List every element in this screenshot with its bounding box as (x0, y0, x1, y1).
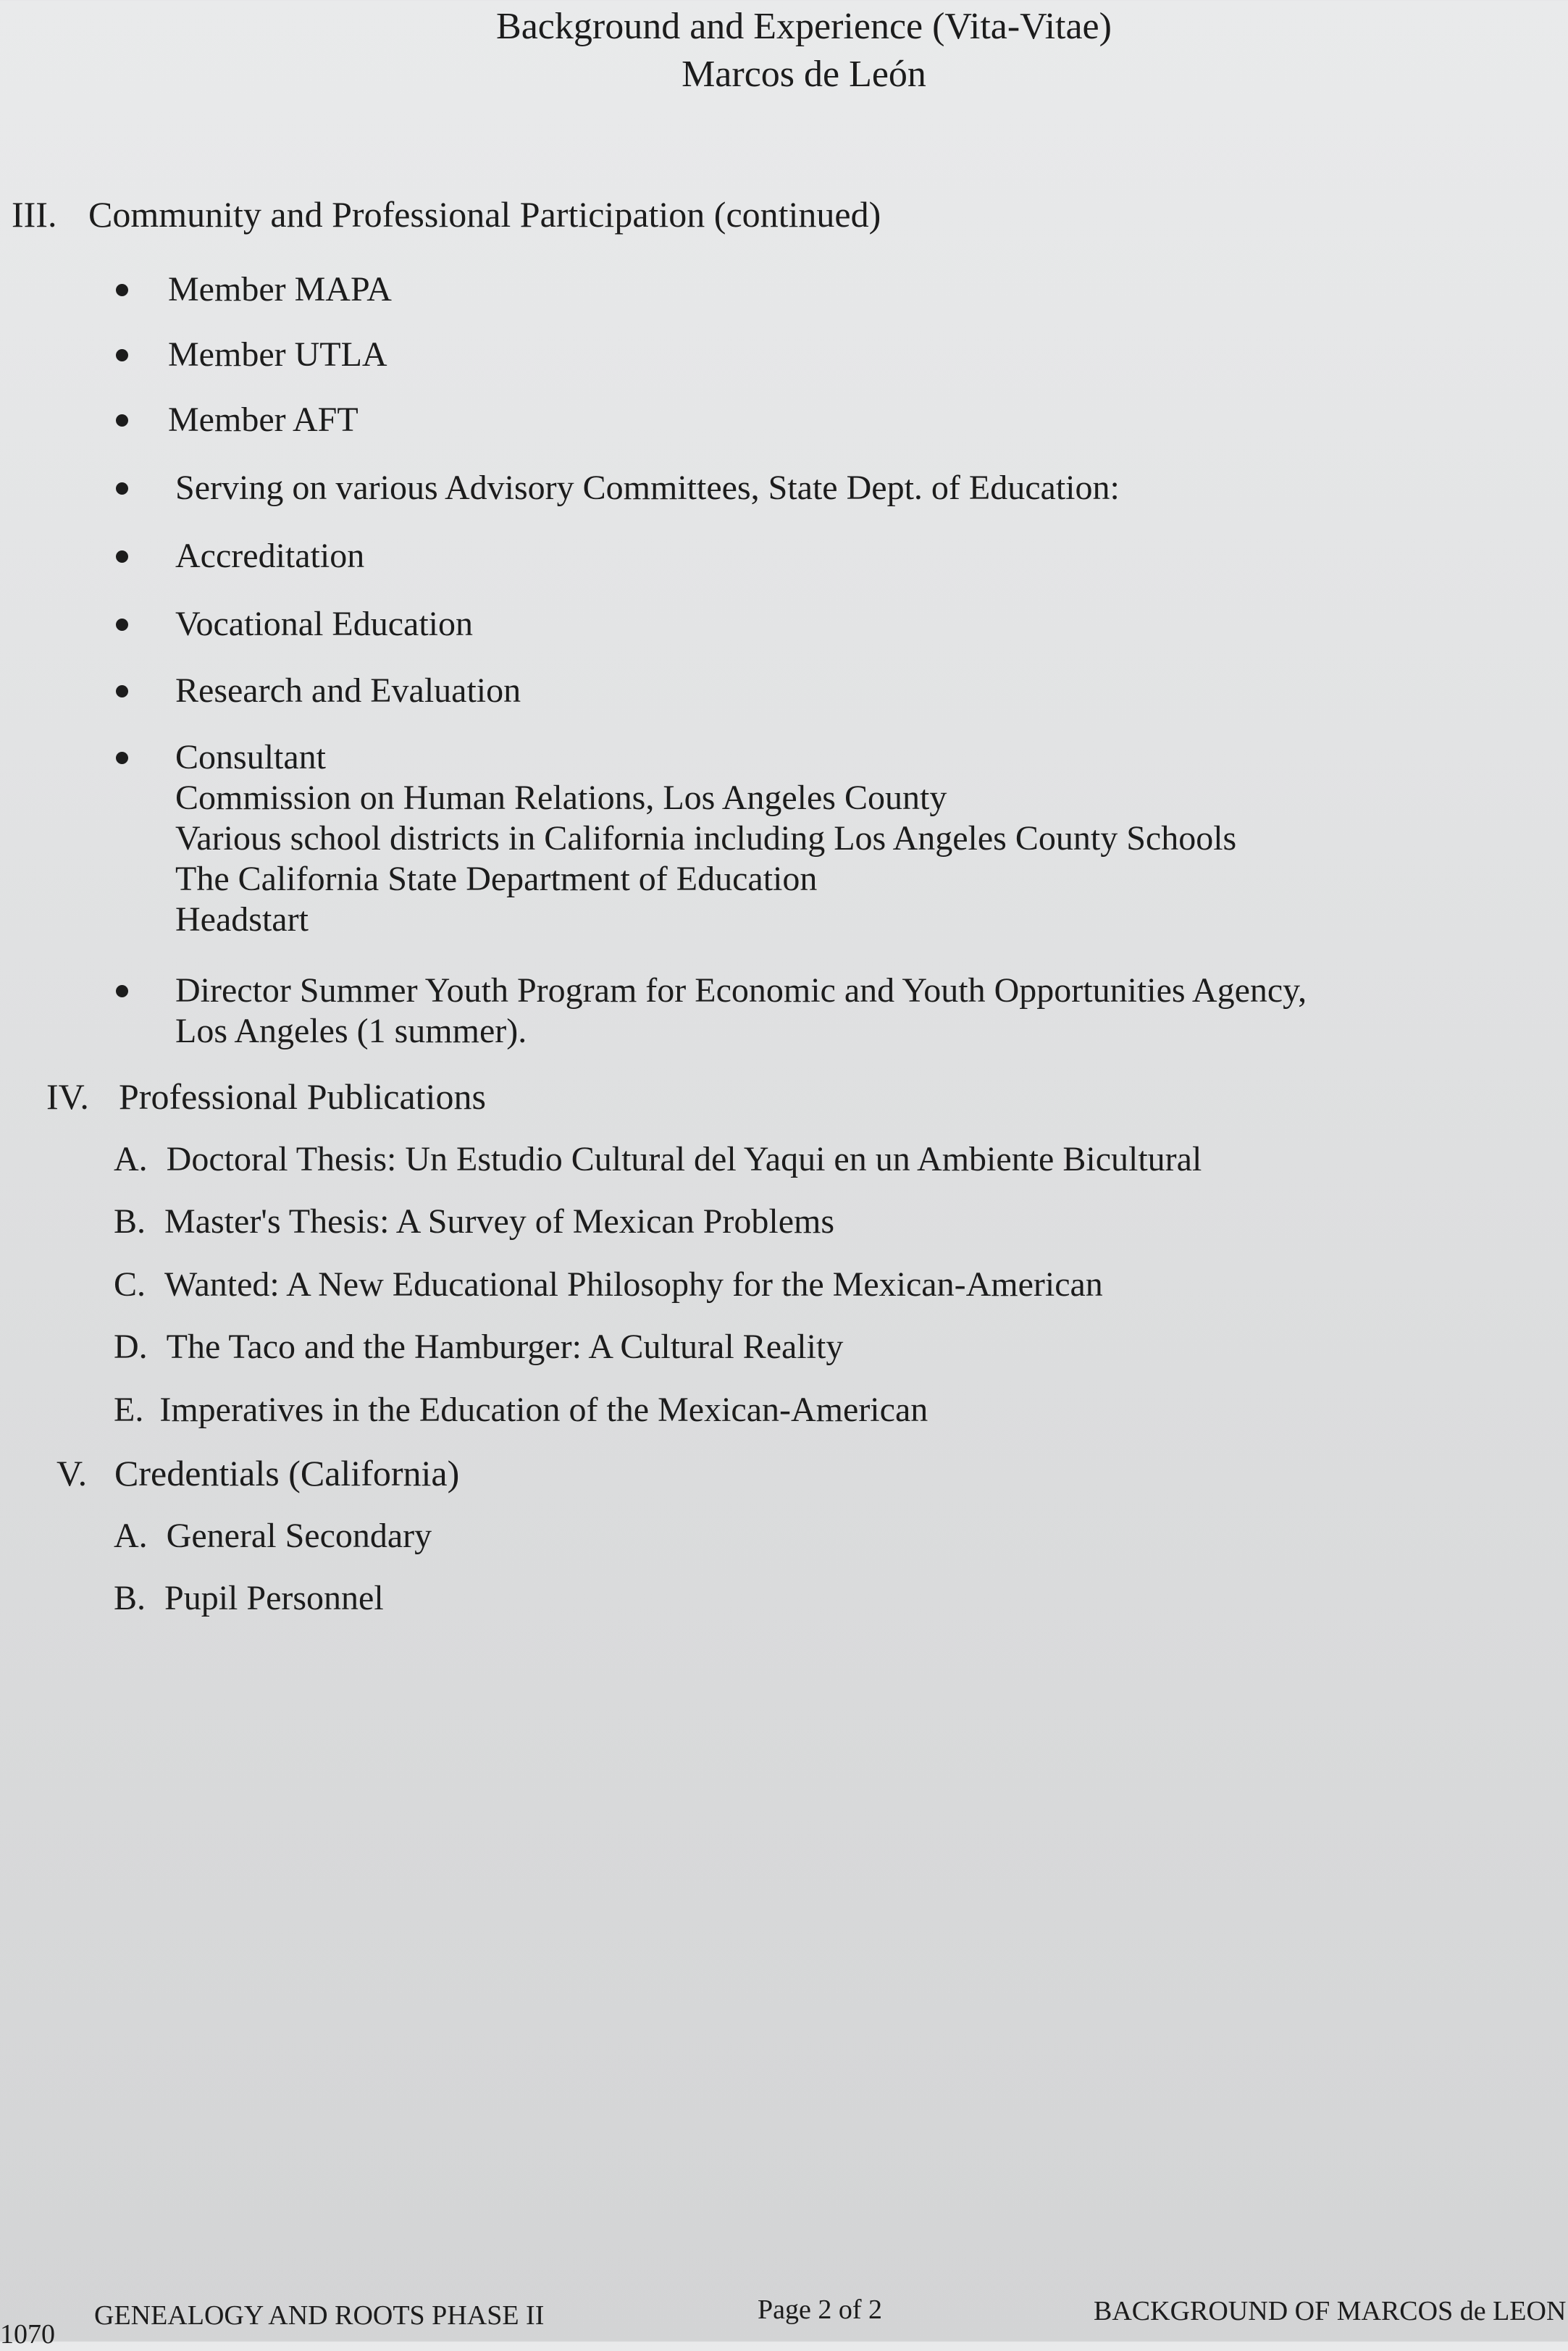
bullet-icon (116, 752, 128, 764)
list-item-text: Member UTLA (168, 335, 387, 374)
list-item-text: Serving on various Advisory Committees, State Dept. of Education: (175, 469, 1120, 507)
publication-title: Master's Thesis: A Survey of Mexican Problems (164, 1202, 835, 1241)
list-item-text: Member MAPA (168, 270, 392, 309)
footer-page-number: 1070 (0, 2319, 55, 2350)
item-letter: A. (114, 1517, 148, 1555)
footer-page-indicator: Page 2 of 2 (758, 2295, 883, 2325)
section-heading-credentials (56, 1451, 459, 1495)
bullet-icon (116, 550, 128, 563)
bullet-icon (116, 685, 128, 697)
publication-item (114, 1389, 928, 1431)
bullet-icon (116, 619, 128, 631)
footer-left-text: GENEALOGY AND ROOTS PHASE II (94, 2300, 545, 2331)
publication-title: Wanted: A New Educational Philosophy for the Mexican-American (164, 1265, 1103, 1304)
director-detail-line: Los Angeles (1 summer). (175, 1012, 527, 1050)
section-title: Community and Professional Participation (continued) (88, 194, 881, 235)
list-item-text: Member AFT (168, 401, 359, 439)
list-item-text: Research and Evaluation (175, 671, 521, 710)
section-number: V. (56, 1453, 88, 1493)
bullet-icon (116, 284, 128, 296)
bullet-icon (116, 482, 128, 495)
item-letter: A. (114, 1140, 148, 1178)
document-subject-name: Marcos de León (682, 54, 926, 95)
consultant-detail-line: Various school districts in California including Los Angeles County Schools (175, 819, 1237, 858)
footer-right-text: BACKGROUND OF MARCOS de LEON (1094, 2296, 1567, 2326)
item-letter: C. (114, 1265, 146, 1304)
list-item-text: Accreditation (175, 537, 365, 575)
credential-title: General Secondary (166, 1517, 432, 1555)
document-header (0, 3, 1568, 99)
list-item-text-block (175, 737, 1236, 940)
item-letter: B. (114, 1202, 146, 1241)
credential-item (114, 1577, 384, 1619)
list-item-text: Vocational Education (175, 605, 473, 643)
publication-title: Imperatives in the Education of the Mexican-American (159, 1391, 928, 1429)
item-letter: D. (114, 1328, 148, 1366)
document-title: Background and Experience (Vita-Vitae) (496, 6, 1112, 47)
section-heading-publications (46, 1075, 486, 1118)
publication-title: The Taco and the Hamburger: A Cultural Reality (166, 1328, 844, 1366)
bullet-icon (116, 414, 128, 427)
list-item-text: Consultant (175, 738, 327, 776)
list-item-text-block (175, 971, 1307, 1052)
consultant-detail-line: Headstart (175, 900, 309, 939)
item-letter: E. (114, 1391, 144, 1429)
publication-item (114, 1139, 1202, 1181)
publication-item (114, 1264, 1103, 1306)
section-number: IV. (46, 1076, 89, 1117)
section-number: III. (12, 194, 57, 235)
credential-title: Pupil Personnel (164, 1579, 384, 1617)
list-item-text: Director Summer Youth Program for Economic and Youth Opportunities Agency, (175, 971, 1307, 1010)
consultant-detail-line: Commission on Human Relations, Los Angeles County (175, 779, 947, 817)
publication-item (114, 1326, 843, 1368)
bullet-icon (116, 985, 128, 997)
publication-title: Doctoral Thesis: Un Estudio Cultural del Yaqui en un Ambiente Bicultural (166, 1140, 1202, 1178)
section-heading-community-participation (12, 193, 881, 236)
consultant-detail-line: The California State Department of Education (175, 860, 818, 898)
item-letter: B. (114, 1579, 146, 1617)
publication-item (114, 1201, 834, 1243)
section-title: Professional Publications (119, 1076, 486, 1117)
section-title: Credentials (California) (114, 1453, 460, 1493)
credential-item (114, 1515, 432, 1557)
bullet-icon (116, 349, 128, 361)
